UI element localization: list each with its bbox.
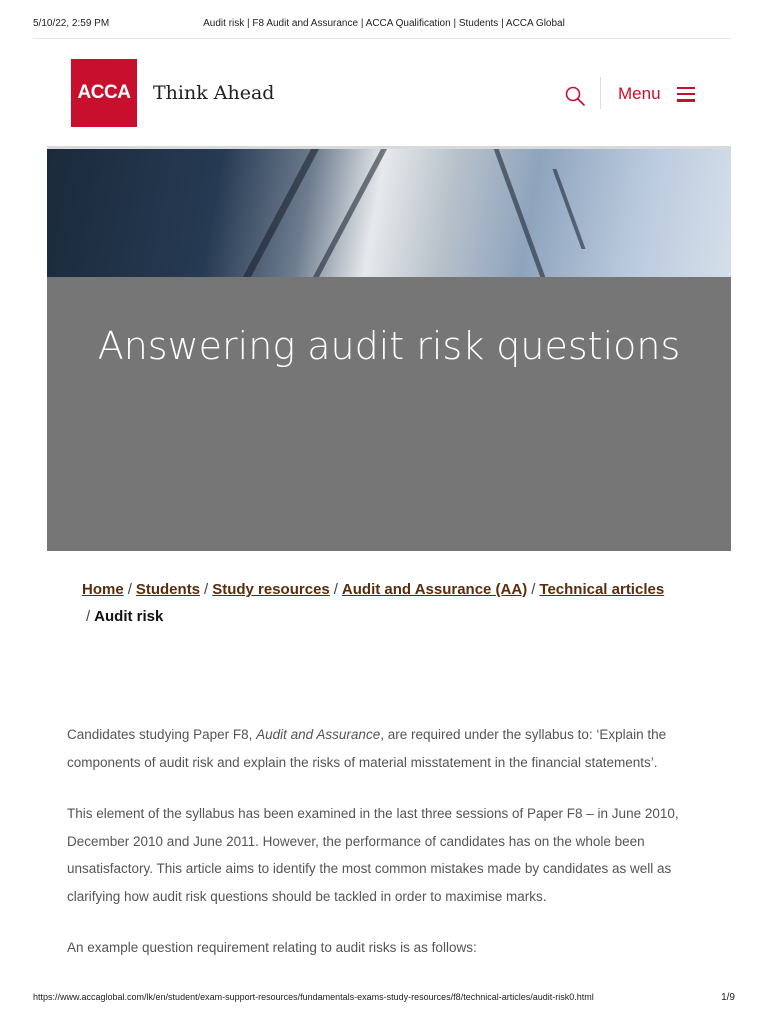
- article-body: [67, 721, 727, 986]
- breadcrumb-separator: /: [204, 581, 209, 598]
- breadcrumb-separator: /: [127, 581, 132, 598]
- paragraph-text: Candidates studying Paper F8,: [67, 727, 257, 742]
- hero-banner: [47, 146, 731, 551]
- header-divider: [600, 77, 601, 109]
- paragraph-text: , are required under the syllabus to: ‘Explain the components of audit risk and explain the risks of material misstatement in the financial statements’.: [67, 727, 667, 770]
- breadcrumb-study-resources[interactable]: Study resources: [212, 581, 330, 598]
- breadcrumb-separator: /: [531, 581, 536, 598]
- hamburger-icon: [677, 87, 695, 102]
- logo-text: ACCA: [77, 82, 131, 103]
- menu-button[interactable]: [618, 81, 695, 107]
- breadcrumb-separator: /: [333, 581, 338, 598]
- hero-image: [47, 149, 731, 277]
- print-header: [33, 18, 735, 32]
- print-title: Audit risk | F8 Audit and Assurance | ACCA Qualification | Students | ACCA Global: [203, 18, 565, 29]
- breadcrumb-students[interactable]: Students: [135, 581, 201, 598]
- page-title: Answering audit risk questions: [97, 324, 681, 368]
- article-paragraph-1: [67, 721, 727, 776]
- paper-name: Audit and Assurance: [256, 727, 381, 742]
- print-url: https://www.accaglobal.com/lk/en/student/exam-support-resources/fundamentals-exams-study-resources/f8/technical-articles/audit-risk0.html: [33, 992, 594, 1002]
- print-date: 5/10/22, 2:59 PM: [33, 18, 110, 29]
- tagline: Think Ahead: [153, 82, 275, 104]
- article-paragraph-2: This element of the syllabus has been examined in the last three sessions of Paper F8 – in June 2010, December 2010 and June 2011. However, the performance of candidates has on the whole been unsatisfactory. This article aims to identify the most common mistakes made by candidates as well as clarifying how audit risk questions should be tackled in order to maximise marks.: [67, 806, 679, 904]
- menu-label: Menu: [618, 84, 661, 103]
- search-icon[interactable]: [564, 85, 586, 107]
- acca-logo[interactable]: [71, 59, 137, 127]
- breadcrumb-separator: /: [86, 608, 91, 625]
- print-footer: [33, 992, 735, 1002]
- breadcrumb-home[interactable]: Home: [82, 581, 124, 598]
- article-paragraph-3: An example question requirement relating to audit risks is as follows:: [67, 940, 477, 955]
- breadcrumb-audit-assurance[interactable]: Audit and Assurance (AA): [341, 581, 528, 598]
- page-number: 1/9: [721, 992, 735, 1003]
- breadcrumb: [82, 576, 702, 630]
- breadcrumb-current: Audit risk: [94, 608, 164, 625]
- breadcrumb-technical-articles[interactable]: Technical articles: [539, 581, 665, 598]
- site-header: [33, 38, 731, 147]
